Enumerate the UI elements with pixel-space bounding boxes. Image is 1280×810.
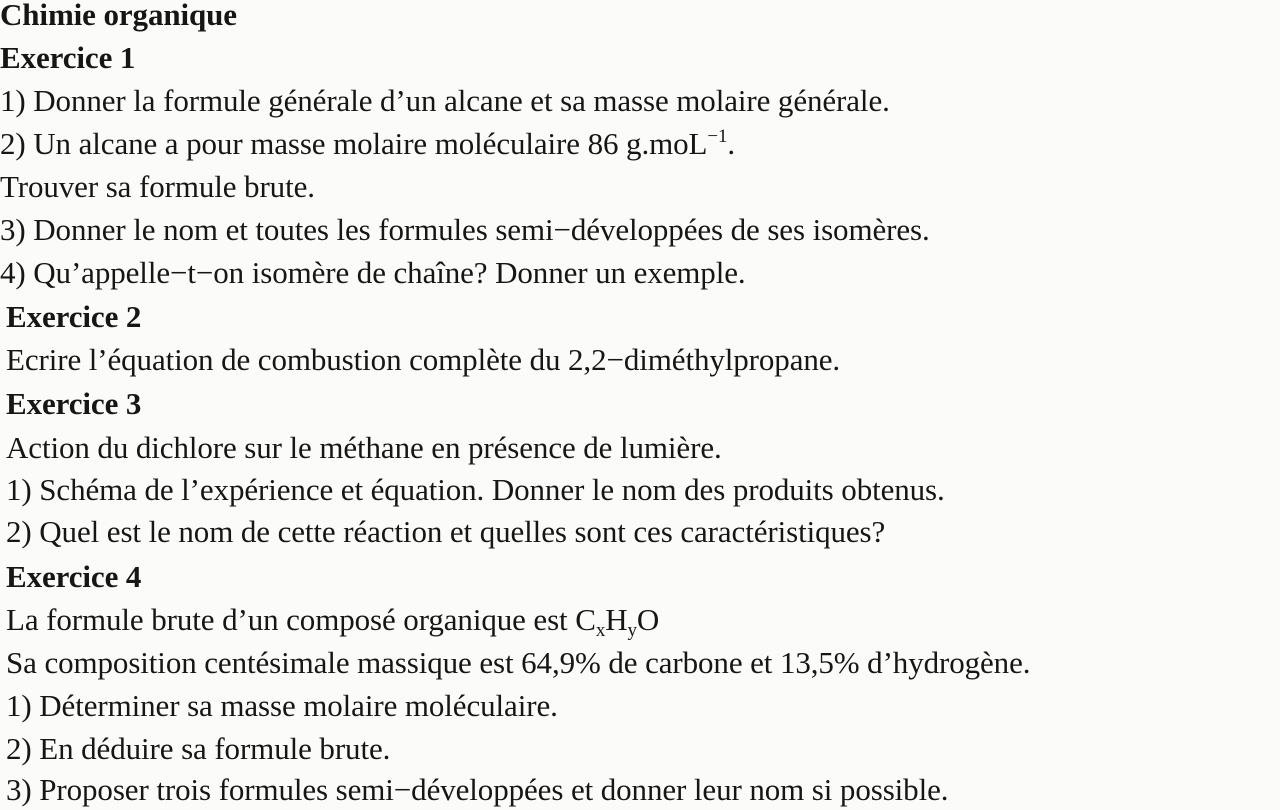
exercise-1-question-3: 3) Donner le nom et toutes les formules semi−développées de ses isomères. xyxy=(0,212,930,247)
exercise-2-heading: Exercice 2 xyxy=(6,299,142,334)
exercise-2-question: Ecrire l’équation de combustion complète du 2,2−diméthylpropane. xyxy=(6,342,841,377)
formula-subscript-x: x xyxy=(595,620,606,641)
exercise-3-question-1: 1) Schéma de l’expérience et équation. Donner le nom des produits obtenus. xyxy=(6,472,945,507)
formula-hydrogen: H xyxy=(605,602,628,637)
document-title: Chimie organique xyxy=(0,0,237,32)
exercise-1-question-4: 4) Qu’appelle−t−on isomère de chaîne? Donner un exemple. xyxy=(0,255,746,290)
exercise-4-heading: Exercice 4 xyxy=(6,559,142,594)
exercise-4-question-3: 3) Proposer trois formules semi−développées et donner leur nom si possible. xyxy=(6,772,949,807)
formula-oxygen: O xyxy=(636,602,660,637)
exercise-3-question-2: 2) Quel est le nom de cette réaction et quelles sont ces caractéristiques? xyxy=(6,514,886,549)
exercise-4-question-1: 1) Déterminer sa masse molaire moléculaire. xyxy=(6,688,558,723)
exercise-1-question-2-continuation: Trouver sa formule brute. xyxy=(0,169,315,204)
exercise-4-formula-statement xyxy=(6,600,659,640)
exercise-1-question-1: 1) Donner la formule générale d’un alcane et sa masse molaire générale. xyxy=(0,83,890,118)
formula-subscript-y: y xyxy=(627,620,637,641)
exercise-1-question-2-end: . xyxy=(727,126,736,161)
exercise-4-composition: Sa composition centésimale massique est 64,9% de carbone et 13,5% d’hydrogène. xyxy=(6,645,1031,680)
exercise-3-statement: Action du dichlore sur le méthane en présence de lumière. xyxy=(6,430,722,465)
exercise-1-question-2 xyxy=(0,124,735,164)
exercise-1-heading: Exercice 1 xyxy=(0,40,136,75)
exercise-3-heading: Exercice 3 xyxy=(6,386,142,421)
unit-exponent: −1 xyxy=(707,126,728,147)
exercise-1-question-2-text: 2) Un alcane a pour masse molaire moléculaire 86 g.moL xyxy=(0,126,708,161)
exercise-4-question-2: 2) En déduire sa formule brute. xyxy=(6,731,391,766)
formula-prefix: La formule brute d’un composé organique est C xyxy=(6,602,596,637)
